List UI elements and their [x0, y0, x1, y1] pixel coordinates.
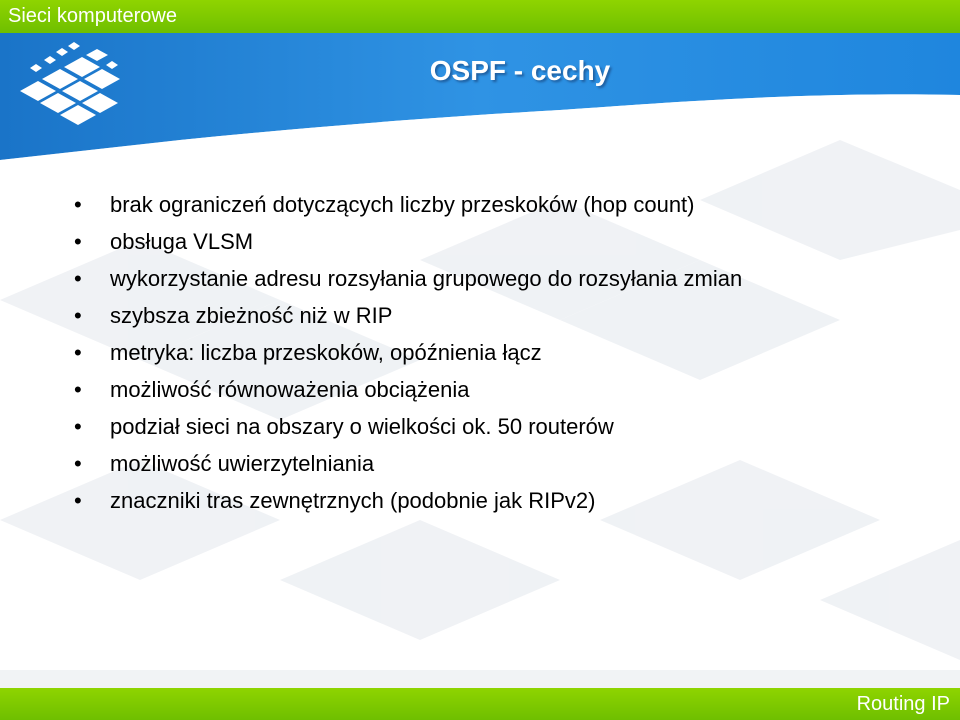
bullet-icon: • — [74, 377, 82, 402]
list-item — [70, 190, 860, 220]
list-item — [70, 375, 860, 405]
bullet-icon: • — [74, 192, 82, 217]
list-item — [70, 264, 860, 294]
bullet-text: możliwość uwierzytelniania — [110, 451, 375, 476]
diamond-tiles-logo-icon — [8, 36, 178, 176]
bullet-text: znaczniki tras zewnętrznych (podobnie jak RIPv2) — [110, 488, 596, 513]
bullet-icon: • — [74, 303, 82, 328]
slide-title: OSPF - cechy — [429, 55, 611, 86]
list-item — [70, 449, 860, 479]
bullet-icon: • — [74, 488, 82, 513]
topic-label: Routing IP — [856, 693, 950, 715]
bullet-text: wykorzystanie adresu rozsyłania grupowego do rozsyłania zmian — [110, 266, 743, 291]
list-item — [70, 301, 860, 331]
bullet-text: szybsza zbieżność niż w RIP — [110, 303, 393, 328]
bottom-topic-bar — [0, 688, 960, 720]
bullet-text: brak ograniczeń dotyczących liczby przeskoków (hop count) — [110, 192, 695, 217]
bullet-icon: • — [74, 266, 82, 291]
bullet-icon: • — [74, 340, 82, 365]
bullet-text: możliwość równoważenia obciążenia — [110, 377, 470, 402]
bullet-icon: • — [74, 414, 82, 439]
course-label: Sieci komputerowe — [8, 5, 177, 27]
bullet-text: metryka: liczba przeskoków, opóźnienia łącz — [110, 340, 542, 365]
logo-caption: E-STUDIA INFORMATYCZNE — [14, 167, 129, 176]
bullet-icon: • — [74, 229, 82, 254]
bullet-text: obsługa VLSM — [110, 229, 254, 254]
bullet-list — [70, 190, 860, 523]
list-item — [70, 338, 860, 368]
bullet-icon: • — [74, 451, 82, 476]
top-course-bar — [0, 0, 960, 33]
list-item — [70, 486, 860, 516]
list-item — [70, 412, 860, 442]
bullet-text: podział sieci na obszary o wielkości ok. 50 routerów — [110, 414, 614, 439]
list-item — [70, 227, 860, 257]
